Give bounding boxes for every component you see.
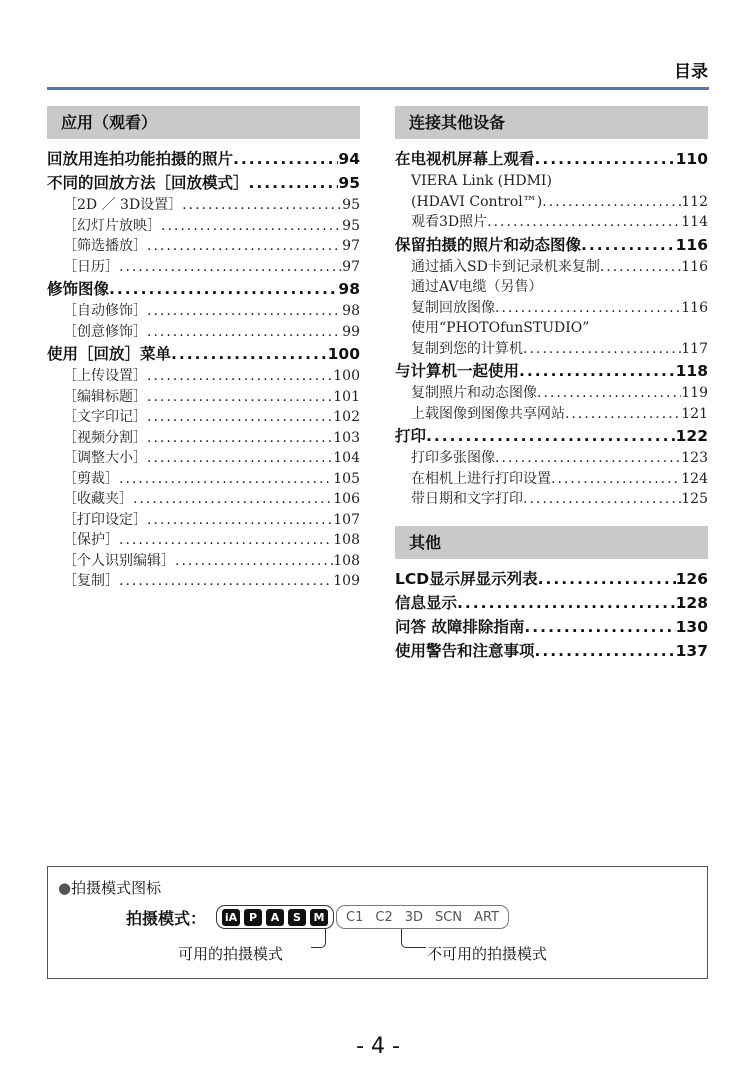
section-heading-apply: 应用（观看） [47, 106, 360, 139]
toc-page-number: 95 [342, 197, 360, 213]
toc-entry [47, 171, 360, 195]
toc-entry [395, 359, 708, 383]
toc-entry-title: ［筛选播放］ [63, 238, 147, 254]
toc-page-number: 137 [675, 641, 708, 660]
toc-leader-dots [581, 233, 676, 257]
toc-page-number: 119 [681, 385, 708, 401]
section-heading-other: 其他 [395, 526, 708, 559]
toc-entry [395, 233, 708, 257]
toc-entry-title: ［剪裁］ [63, 470, 119, 487]
toc-entry [395, 489, 708, 510]
toc-page-number: 106 [333, 491, 360, 507]
toc-entry-title: (HDAVI Control™) [411, 193, 543, 210]
toc-leader-dots [119, 571, 333, 592]
toc-leader-dots [542, 192, 681, 213]
toc-entry-title: ［编辑标题］ [63, 388, 147, 405]
toc-page-number: 124 [681, 470, 708, 487]
toc-entry-title: ［收藏夹］ [63, 491, 133, 507]
toc-entry [395, 615, 708, 639]
toc-leader-dots [233, 147, 338, 171]
mode-label: 拍摄模式： [126, 908, 207, 928]
toc-page-number: 97 [342, 238, 360, 254]
toc-page-number: 116 [675, 235, 708, 254]
toc-entry [395, 567, 708, 591]
toc-leader-dots [119, 530, 333, 551]
toc-entry-title: ［个人识别编辑］ [63, 552, 175, 569]
toc-entry [47, 407, 360, 428]
toc-entry [395, 448, 708, 469]
toc-leader-dots [535, 639, 676, 663]
toc-leader-dots [182, 195, 342, 216]
toc-entry [395, 171, 708, 192]
toc-entry [47, 322, 360, 343]
toc-leader-dots [457, 591, 676, 615]
toc-entry-title: 回放用连拍功能拍摄的照片 [47, 150, 234, 168]
toc-leader-dots [147, 236, 342, 257]
toc-page-number: 123 [681, 450, 708, 466]
toc-page-number: 95 [342, 217, 360, 234]
toc-list-left [47, 147, 360, 592]
toc-entry [47, 277, 360, 301]
toc-entry [395, 318, 708, 339]
toc-leader-dots [524, 615, 675, 639]
toc-page-number: 112 [681, 193, 708, 210]
toc-page-number: 116 [681, 258, 708, 275]
toc-leader-dots [538, 567, 676, 591]
toc-entry-title: 使用［回放］菜单 [47, 345, 172, 363]
toc-entry-title: 修饰图像 [47, 280, 110, 298]
toc-entry [47, 551, 360, 572]
toc-entry-title: ［文字印记］ [63, 409, 147, 425]
mode-p-icon: P [244, 909, 262, 926]
right-column [395, 106, 708, 663]
toc-page-number: 126 [675, 569, 708, 588]
toc-entry-title: 使用“PHOTOfunSTUDIO” [411, 320, 590, 336]
toc-entry-title: ［自动修饰］ [63, 303, 147, 319]
toc-entry [47, 489, 360, 510]
toc-page-number: 122 [675, 427, 708, 445]
toc-page-number: 130 [675, 617, 708, 636]
toc-entry [47, 510, 360, 531]
toc-leader-dots [147, 428, 333, 449]
available-bracket [311, 929, 326, 948]
toc-list-connect [395, 147, 708, 510]
toc-entry [47, 530, 360, 551]
mode-a-icon: A [266, 909, 284, 926]
toc-leader-dots [495, 298, 681, 319]
toc-page-number: 100 [327, 345, 360, 363]
toc-page-number: 100 [333, 368, 360, 384]
toc-leader-dots [175, 551, 333, 572]
left-column [47, 106, 360, 592]
available-mode-group [216, 905, 334, 929]
toc-entry-title: 带日期和文字打印 [411, 491, 523, 507]
toc-entry-title: 通过AV电缆（另售） [411, 279, 543, 295]
toc-leader-dots [147, 407, 333, 428]
toc-leader-dots [495, 448, 681, 469]
toc-entry-title: 使用警告和注意事项 [395, 641, 535, 660]
toc-entry-title: 保留拍摄的照片和动态图像 [395, 235, 582, 254]
bullet-icon: ● [58, 879, 72, 897]
toc-entry-title: ［复制］ [63, 573, 119, 589]
toc-entry-title: ［日历］ [63, 258, 119, 275]
available-caption: 可用的拍摄模式 [178, 945, 284, 963]
toc-entry-title: 通过插入SD卡到记录机来复制 [411, 258, 600, 275]
toc-leader-dots [249, 171, 339, 195]
toc-entry [395, 257, 708, 278]
toc-leader-dots [519, 359, 676, 383]
toc-page-number: 107 [333, 511, 360, 528]
toc-leader-dots [133, 489, 333, 510]
toc-entry-title: 复制照片和动态图像 [411, 385, 537, 401]
toc-entry [47, 147, 360, 171]
header-rule [47, 87, 709, 90]
toc-entry-title: 信息显示 [395, 593, 458, 612]
toc-entry-title: VIERA Link (HDMI) [411, 173, 552, 189]
toc-entry-title: ［调整大小］ [63, 450, 147, 466]
toc-page-number: 110 [675, 150, 708, 168]
page-header-title: 目录 [674, 62, 708, 82]
toc-entry-title: 不同的回放方法［回放模式］ [47, 174, 249, 192]
toc-page-number: 108 [333, 552, 360, 569]
mode-row [126, 905, 509, 929]
mode-ia-icon: iA [222, 909, 240, 926]
toc-entry [47, 366, 360, 387]
toc-entry-title: ［2D ／ 3D设置］ [63, 197, 183, 213]
toc-entry-title: 观看3D照片 [411, 214, 488, 230]
toc-leader-dots [161, 216, 342, 237]
toc-entry [47, 216, 360, 237]
toc-page-number: 121 [681, 405, 708, 422]
toc-page-number: 103 [333, 429, 360, 446]
toc-entry-title: 打印 [395, 427, 427, 445]
unavailable-bracket [401, 929, 426, 948]
toc-entry-title: 在相机上进行打印设置 [411, 470, 551, 487]
mode-m-icon: M [310, 909, 328, 926]
mode-s-icon: S [288, 909, 306, 926]
unavailable-mode-group [336, 905, 509, 929]
toc-entry [395, 424, 708, 448]
toc-entry [395, 212, 708, 233]
page-number: - 4 - [356, 1034, 400, 1059]
toc-leader-dots [147, 387, 333, 408]
toc-leader-dots [523, 339, 681, 360]
toc-leader-dots [147, 448, 333, 469]
mode-c1-icon: C1 [346, 909, 364, 925]
toc-entry-title: 打印多张图像 [411, 450, 495, 466]
toc-entry [395, 404, 708, 425]
toc-page-number: 95 [338, 174, 360, 192]
toc-entry [47, 428, 360, 449]
toc-page-number: 128 [675, 593, 708, 612]
toc-page-number: 105 [333, 470, 360, 487]
toc-leader-dots [426, 424, 676, 448]
toc-entry [47, 301, 360, 322]
toc-list-other [395, 567, 708, 663]
toc-page-number: 117 [681, 340, 708, 357]
toc-page-number: 97 [342, 258, 360, 275]
toc-page-number: 109 [333, 573, 360, 589]
toc-page-number: 102 [333, 409, 360, 425]
mode-icon-box [47, 866, 708, 979]
mode-3d-icon: 3D [404, 909, 424, 925]
toc-entry [47, 257, 360, 278]
toc-leader-dots [119, 469, 333, 490]
toc-leader-dots [171, 342, 328, 366]
toc-entry-title: ［保护］ [63, 532, 119, 548]
toc-entry [47, 342, 360, 366]
toc-entry-title: ［幻灯片放映］ [63, 217, 161, 234]
toc-leader-dots [119, 257, 342, 278]
mode-box-title-text: 拍摄模式图标 [71, 879, 162, 897]
toc-leader-dots [523, 489, 681, 510]
toc-entry-title: LCD显示屏显示列表 [395, 569, 538, 588]
toc-entry [395, 591, 708, 615]
toc-page-number: 104 [333, 450, 360, 466]
toc-entry [395, 639, 708, 663]
toc-leader-dots [565, 404, 681, 425]
toc-entry [395, 147, 708, 171]
toc-entry [395, 339, 708, 360]
toc-leader-dots [147, 366, 333, 387]
toc-leader-dots [109, 277, 338, 301]
toc-entry-title: 问答 故障排除指南 [395, 617, 525, 636]
section-heading-connect: 连接其他设备 [395, 106, 708, 139]
toc-page-number: 125 [681, 491, 708, 507]
toc-entry [395, 277, 708, 298]
toc-page-number: 108 [333, 532, 360, 548]
toc-entry [47, 571, 360, 592]
toc-page-number: 116 [681, 299, 708, 316]
spacer [395, 510, 708, 526]
toc-entry-title: ［创意修饰］ [63, 323, 147, 340]
toc-leader-dots [551, 469, 681, 490]
toc-entry-title: 复制回放图像 [411, 299, 495, 316]
toc-entry-title: ［上传设置］ [63, 368, 147, 384]
toc-entry [395, 298, 708, 319]
toc-entry-title: 与计算机一起使用 [395, 362, 520, 380]
toc-entry [395, 469, 708, 490]
mode-creative-icon: ART [474, 909, 499, 925]
toc-entry [395, 192, 708, 213]
toc-leader-dots [535, 147, 676, 171]
toc-page-number: 94 [338, 150, 360, 168]
toc-leader-dots [147, 322, 342, 343]
toc-entry-title: 上载图像到图像共享网站 [411, 405, 565, 422]
toc-page-number: 118 [675, 362, 708, 380]
toc-entry [47, 448, 360, 469]
toc-page-number: 99 [342, 323, 360, 340]
mode-box-title [58, 877, 161, 898]
toc-leader-dots [487, 212, 681, 233]
toc-entry [47, 387, 360, 408]
toc-entry-title: 复制到您的计算机 [411, 340, 523, 357]
unavailable-caption: 不可用的拍摄模式 [427, 945, 548, 963]
toc-leader-dots [537, 383, 681, 404]
toc-leader-dots [147, 301, 342, 322]
toc-entry [395, 383, 708, 404]
toc-page-number: 98 [338, 280, 360, 298]
toc-entry-title: 在电视机屏幕上观看 [395, 150, 535, 168]
toc-entry [47, 195, 360, 216]
toc-leader-dots [147, 510, 333, 531]
toc-leader-dots [600, 257, 681, 278]
mode-scn-icon: SCN [435, 909, 463, 925]
toc-page-number: 114 [681, 214, 708, 230]
toc-entry-title: ［打印设定］ [63, 511, 147, 528]
toc-entry [47, 469, 360, 490]
toc-page-number: 101 [333, 388, 360, 405]
mode-c2-icon: C2 [375, 909, 393, 925]
toc-page-number: 98 [342, 303, 360, 319]
toc-entry [47, 236, 360, 257]
toc-entry-title: ［视频分割］ [63, 429, 147, 446]
